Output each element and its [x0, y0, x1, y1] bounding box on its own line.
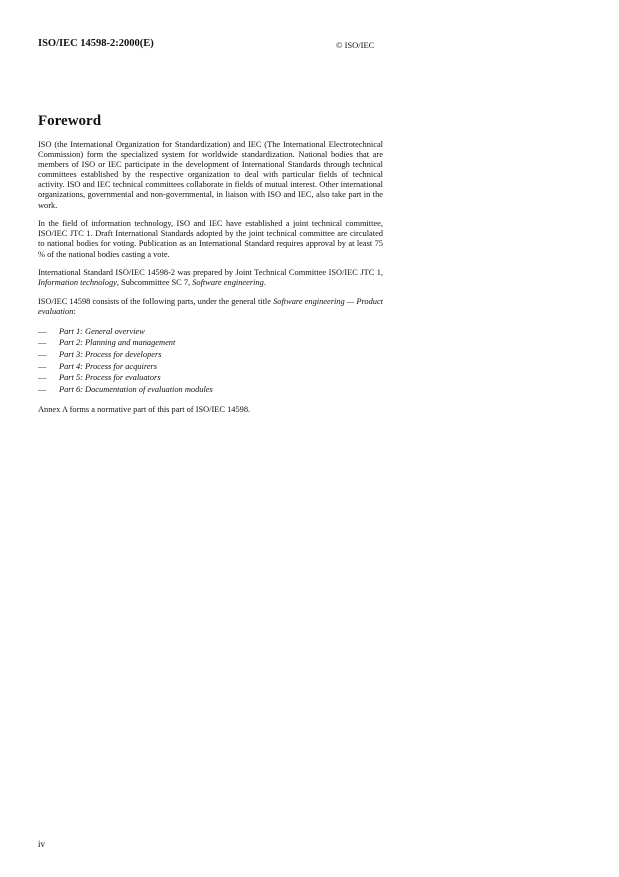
part-title: Part 4: Process for acquirers	[59, 361, 158, 371]
dash-bullet: —	[38, 384, 47, 394]
part-title: Part 1: General overview	[59, 326, 145, 336]
subcommittee-name: Software engineering	[192, 278, 264, 288]
page-number: iv	[38, 839, 46, 849]
part-title: Part 3: Process for developers	[59, 349, 162, 359]
parts-list	[38, 326, 383, 396]
period: .	[263, 278, 266, 288]
foreword-body	[38, 140, 383, 424]
list-item	[38, 372, 383, 384]
dash-bullet: —	[38, 338, 47, 348]
paragraph-annex: Annex A forms a normative part of this part of ISO/IEC 14598.	[38, 405, 251, 415]
dash-bullet: —	[38, 361, 47, 371]
part-title: Part 5: Process for evaluators	[59, 373, 161, 383]
list-item	[38, 384, 383, 396]
part-title: Part 6: Documentation of evaluation modules	[59, 384, 213, 394]
copyright-notice: © ISO/IEC	[336, 40, 375, 50]
parts-intro-text: ISO/IEC 14598 consists of the following parts, under the general title	[38, 297, 274, 306]
field-name: Information technology	[38, 278, 117, 288]
part-title: Part 2: Planning and management	[59, 338, 176, 348]
subcommittee-text: , Subcommittee SC 7,	[116, 278, 193, 288]
list-item	[38, 337, 383, 349]
paragraph-organizations: ISO (the International Organization for Standardization) and IEC (The International Electrotechnical Commission) form the specialized system for worldwide standardization. National bodies that are members of ISO or IEC participate in the development of International Standards through technical committees established by the respective organization to deal with particular fields of technical activity. ISO and IEC technical committees collaborate in fields of mutual interest. Other international organizations, governmental and non-governmental, in liaison with ISO and IEC, also take part in the work.	[38, 140, 383, 210]
paragraph-parts-intro	[38, 297, 383, 317]
list-item	[38, 326, 383, 338]
prepared-by-text: International Standard ISO/IEC 14598-2 was prepared by Joint Technical Committee ISO/IEC JTC 1,	[38, 268, 383, 278]
general-title: Software engineering — Product evaluation	[38, 297, 384, 317]
paragraph-jtc1: In the field of information technology, ISO and IEC have established a joint technical committee, ISO/IEC JTC 1. Draft International Standards adopted by the joint technical committee are circulated to national bodies for voting. Publication as an International Standard requires approval by at least 75 % of the national bodies casting a vote.	[38, 219, 383, 259]
paragraph-prepared-by	[38, 268, 383, 288]
list-item	[38, 349, 383, 361]
dash-bullet: —	[38, 373, 47, 383]
dash-bullet: —	[38, 349, 47, 359]
section-title: Foreword	[38, 113, 102, 129]
document-id: ISO/IEC 14598-2:2000(E)	[38, 38, 154, 49]
colon: :	[73, 307, 76, 317]
dash-bullet: —	[38, 326, 47, 336]
list-item	[38, 361, 383, 373]
